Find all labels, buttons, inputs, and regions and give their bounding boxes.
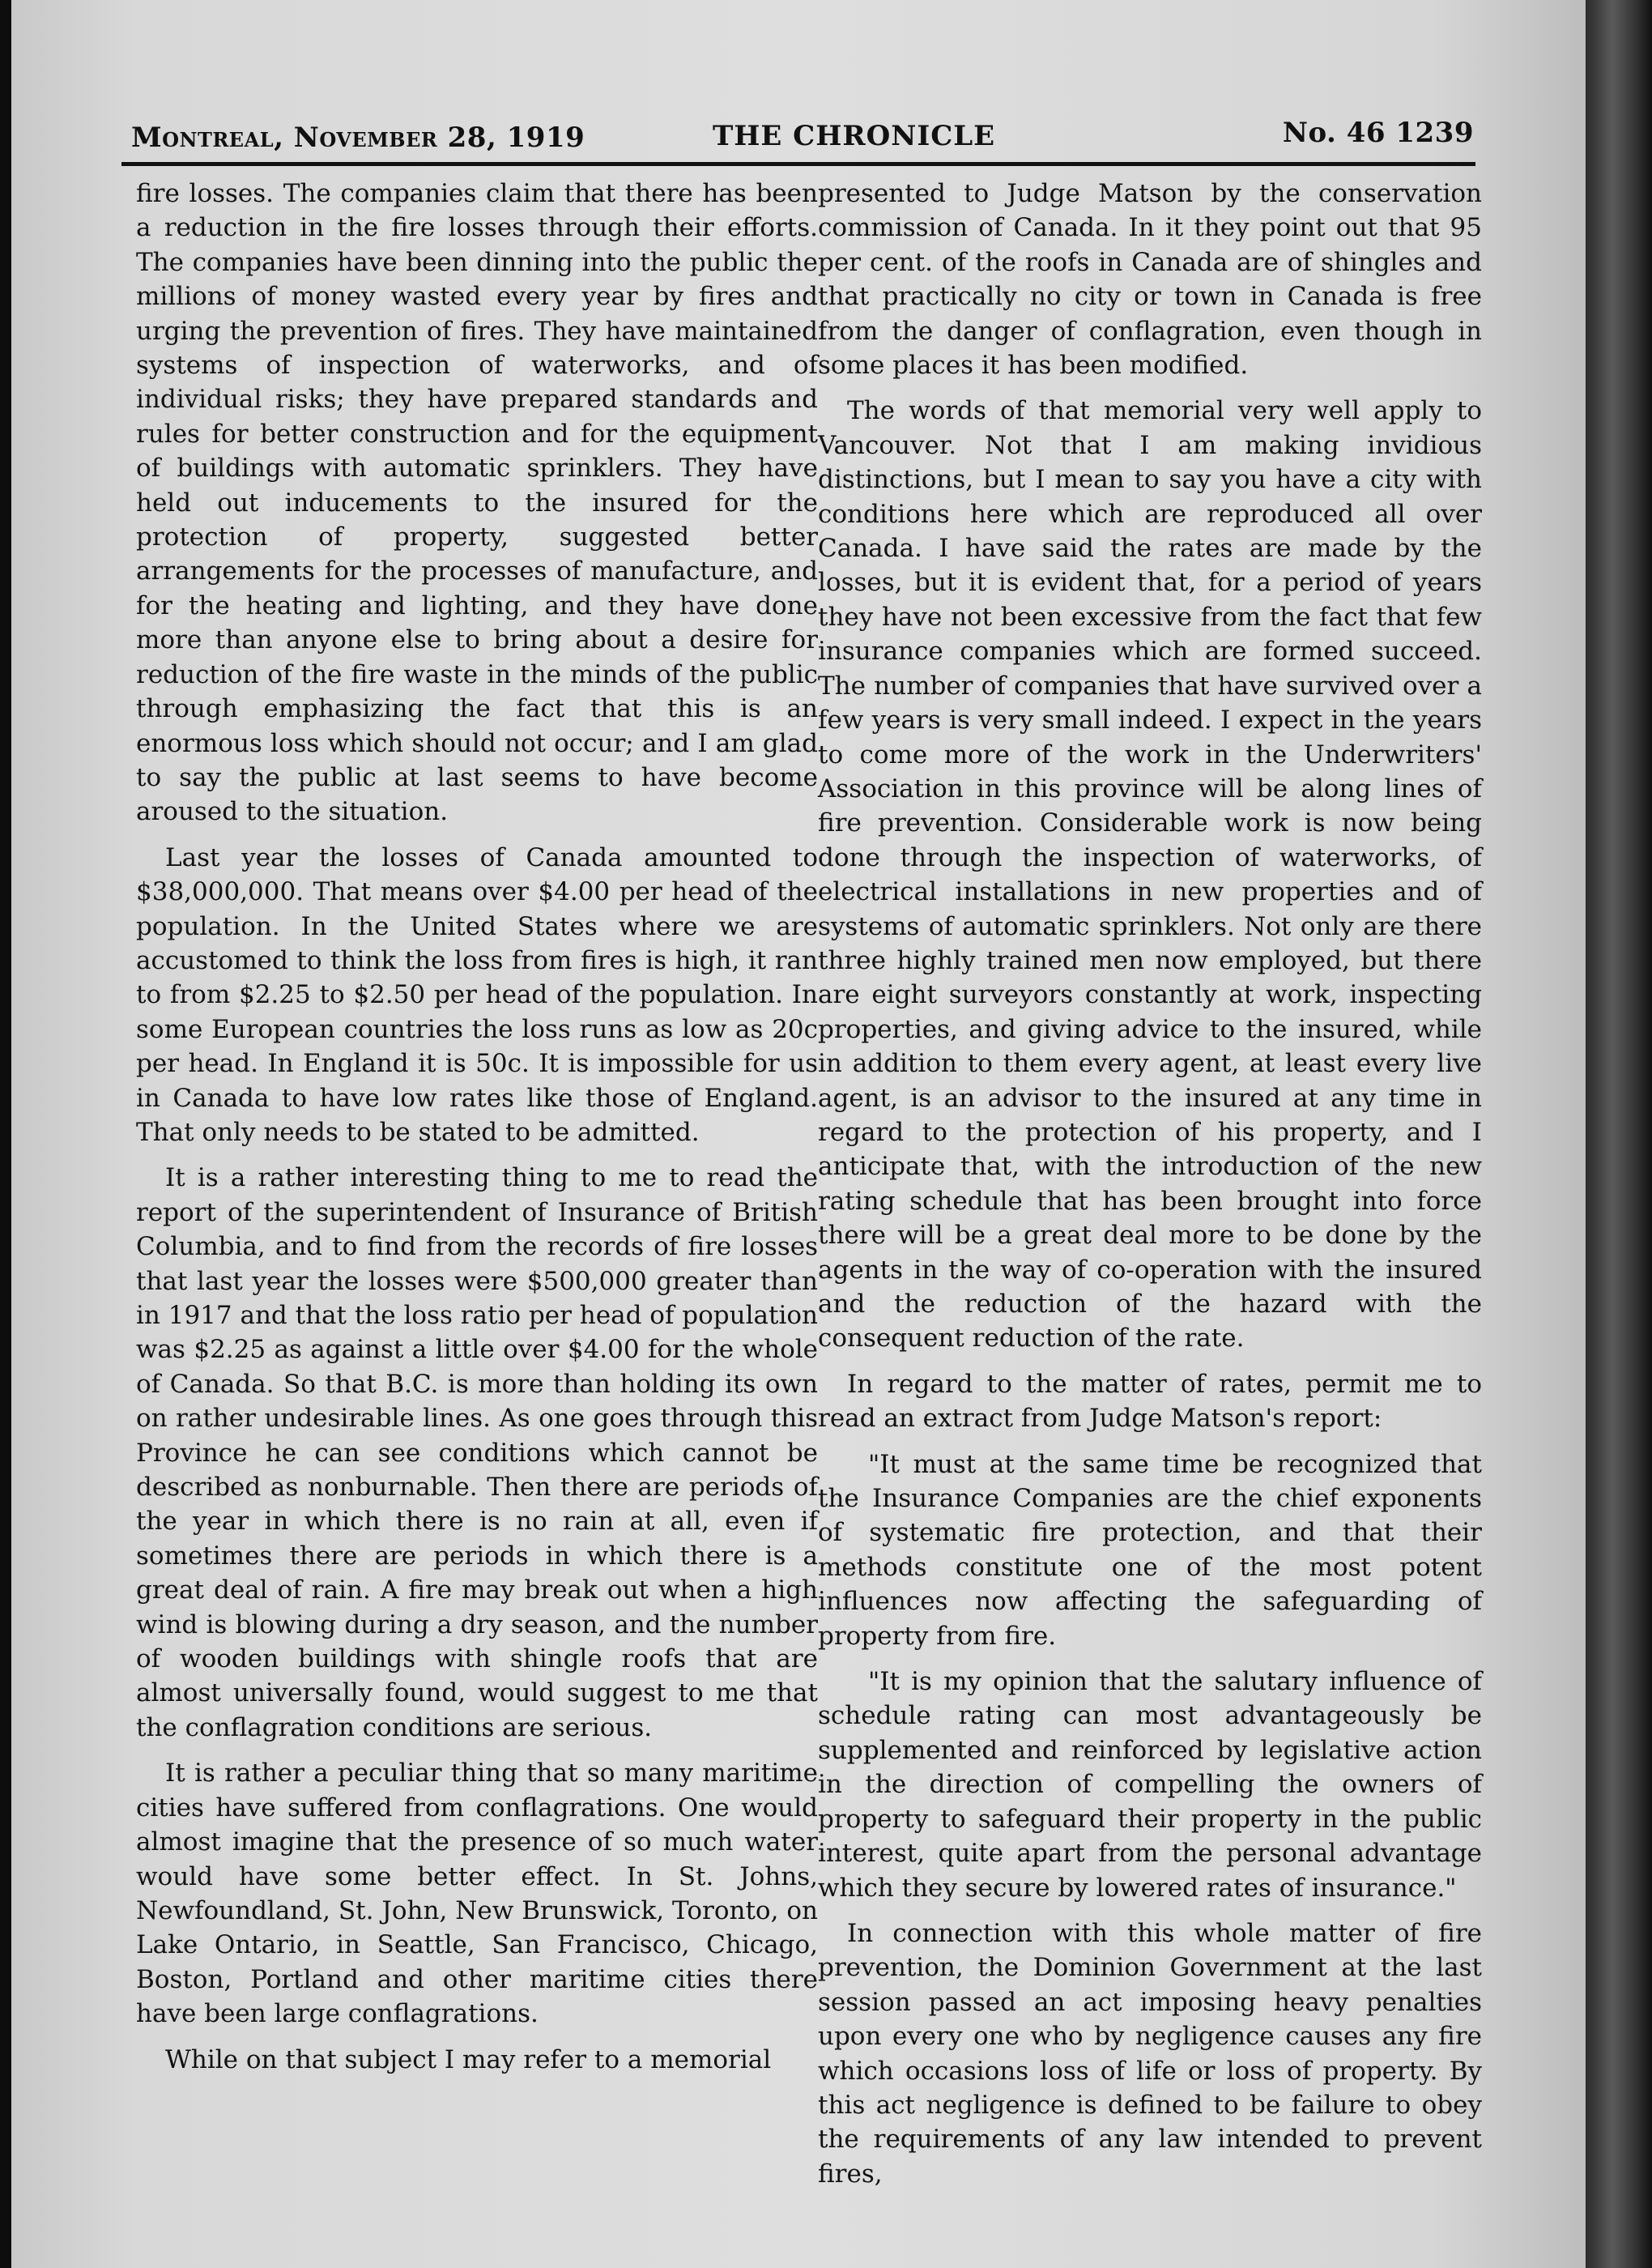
- paragraph: It is rather a peculiar thing that so many maritime cities have suffered from conflagrations. One would almost imagine that the presence of so much water would have some better effect. In St. Johns, Newfoundland, St. John, New Brunswick, Toronto, on Lake Ontario, in Seattle, San Francisco, Chicago, Boston, Portland and other maritime cities there have been large conflagrations.: [136, 1759, 818, 2029]
- header-issue-page-number: No. 46 1239: [1282, 117, 1474, 149]
- running-header: [121, 113, 1474, 162]
- paragraph: In connection with this whole matter of fire prevention, the Dominion Government at the last session passed an act imposing heavy penalties upon every one who by negligence causes any fire which occasions loss of life or loss of property. By this act negligence is defined to be failure to obey the requirements of any law intended to prevent fires,: [818, 1918, 1482, 2189]
- paragraph: presented to Judge Matson by the conservation commission of Canada. In it they point out that 95 per cent. of the roofs in Canada are of shingles and that practically no city or town in Canada is free from the danger of conflagration, even though in some places it has been modified.: [818, 179, 1482, 381]
- page-binding-edge: [1586, 0, 1652, 2268]
- paragraph: Last year the losses of Canada amounted to $38,000,000. That means over $4.00 per head of the population. In the United States where we are accustomed to think the loss from fires is high, it ran to from $2.25 to $2.50 per head of the population. In some European countries the loss runs as low as 20c per head. In England it is 50c. It is impossible for us in Canada to have low rates like those of England. That only needs to be stated to be admitted.: [136, 842, 818, 1147]
- left-text-column: [136, 177, 818, 2088]
- header-dateline: Montreal, November 28, 1919: [131, 122, 585, 154]
- quoted-paragraph: "It is my opinion that the salutary influence of schedule rating can most advantageously be supplemented and reinforced by legislative action in the direction of compelling the owners of property to safeguard their property in the public interest, quite apart from the personal advantage which they secure by lowered rates of insurance.": [818, 1667, 1482, 1903]
- paragraph: fire losses. The companies claim that there has been a reduction in the fire losses through their efforts. The companies have been dinning into the public the millions of money wasted every year by fires and urging the prevention of fires. They have maintained systems of inspection of waterworks, and of individual risks; they have prepared standards and rules for better construction and for the equipment of buildings with automatic sprinklers. They have held out inducements to the insured for the protection of property, suggested better arrangements for the processes of manufacture, and for the heating and lighting, and they have done more than anyone else to bring about a desire for reduction of the fire waste in the minds of the public through emphasizing the fact that this is an enormous loss which should not occur; and I am glad to say the public at last seems to have become aroused to the situation.: [136, 179, 818, 827]
- paragraph: It is a rather interesting thing to me to read the report of the superintendent of Insurance of British Columbia, and to find from the records of fire losses that last year the losses were $500,000 greater than in 1917 and that the loss ratio per head of population was $2.25 as against a little over $4.00 for the whole of Canada. So that B.C. is more than holding its own on rather undesirable lines. As one goes through this Province he can see conditions which cannot be described as nonburnable. Then there are periods of the year in which there is no rain at all, even if sometimes there are periods in which there is a great deal of rain. A fire may break out when a high wind is blowing during a dry season, and the number of wooden buildings with shingle roofs that are almost universally found, would suggest to me that the conflagration conditions are serious.: [136, 1163, 818, 1742]
- paragraph: While on that subject I may refer to a memorial: [165, 2044, 772, 2074]
- header-rule: [121, 162, 1475, 166]
- paragraph: The words of that memorial very well apply to Vancouver. Not that I am making invidious distinctions, but I mean to say you have a city with conditions here which are reproduced all over Canada. I have said the rates are made by the losses, but it is evident that, for a period of years they have not been excessive from the fact that few insurance companies which are formed succeed. The number of companies that have survived over a few years is very small indeed. I expect in the years to come more of the work in the Underwriters' Association in this province will be along lines of fire prevention. Considerable work is now being done through the inspection of waterworks, of electrical installations in new properties and of systems of automatic sprinklers. Not only are there three highly trained men now employed, but there are eight surveyors constantly at work, inspecting properties, and giving advice to the insured, while in addition to them every agent, at least every live agent, is an advisor to the insured at any time in regard to the protection of his property, and I anticipate that, with the introduction of the new rating schedule that has been brought into force there will be a great deal more to be done by the agents in the way of co-operation with the insured and the reduction of the hazard with the consequent reduction of the rate.: [818, 396, 1482, 1354]
- quoted-paragraph: "It must at the same time be recognized that the Insurance Companies are the chief exponents of systematic fire protection, and that their methods constitute one of the most potent influences now affecting the safeguarding of property from fire.: [818, 1449, 1482, 1651]
- header-publication-title: THE CHRONICLE: [713, 120, 996, 152]
- right-text-column: [818, 177, 1482, 2202]
- paragraph: In regard to the matter of rates, permit me to read an extract from Judge Matson's report:: [818, 1369, 1482, 1434]
